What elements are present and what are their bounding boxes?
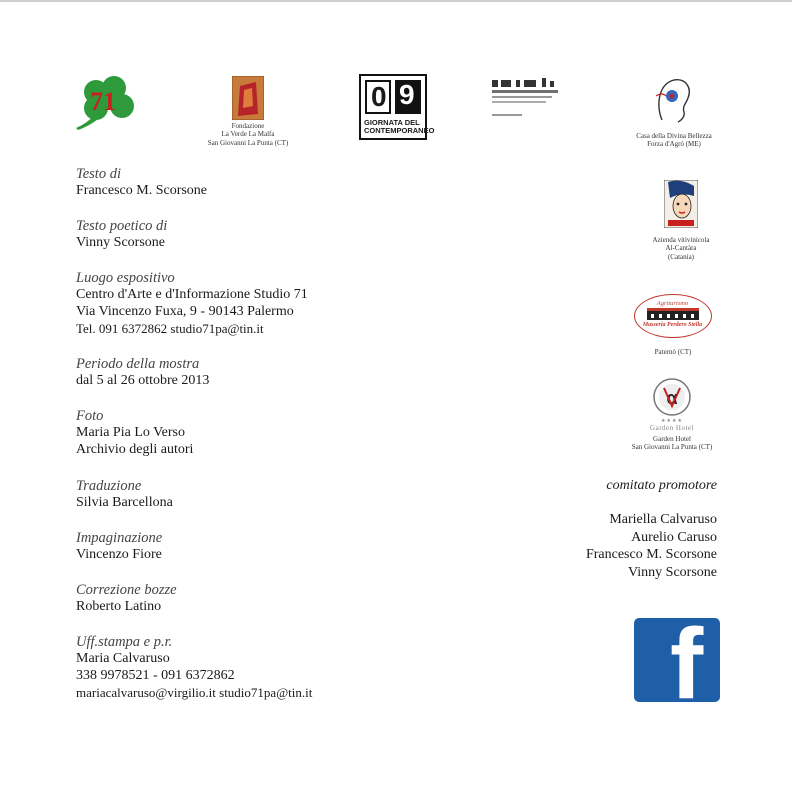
credit-label: Testo di — [76, 166, 121, 182]
fondazione-caption-line: San Giovanni La Punta (CT) — [207, 138, 289, 147]
credit-block — [76, 356, 209, 389]
credit-block — [76, 478, 173, 511]
giornata-digit: 0 — [371, 81, 387, 112]
committee-title: comitato promotore — [606, 478, 717, 493]
committee-member: Mariella Calvaruso — [609, 512, 717, 527]
committee-member: Vinny Scorsone — [628, 564, 717, 580]
woman-portrait-icon — [664, 180, 698, 228]
divina-bellezza-caption — [626, 132, 722, 149]
svg-text:α: α — [666, 388, 678, 408]
credit-line: dal 5 al 26 ottobre 2013 — [76, 373, 210, 388]
sponsor-wordmark-icon — [490, 76, 560, 120]
giornata-digit: 9 — [399, 79, 415, 110]
credit-line: Vincenzo Fiore — [76, 547, 162, 562]
fondazione-artwork-icon — [232, 76, 264, 120]
credit-block — [76, 634, 312, 701]
fondazione-caption-line: La Verde La Malfa — [221, 130, 275, 139]
illegible-sponsor-logo — [490, 76, 560, 120]
committee-member: Aurelio Caruso — [631, 529, 717, 545]
giornata-caption — [364, 118, 435, 135]
masseria-badge-top: Agriturismo — [656, 300, 689, 307]
alcantara-caption — [626, 236, 736, 261]
credit-line: Francesco M. Scorsone — [76, 183, 208, 198]
fondazione-caption — [200, 122, 296, 147]
alcantara-caption-line: (Catania) — [667, 252, 695, 261]
studio71-number: 71 — [90, 87, 116, 116]
alcantara-caption-line: Al-Cantàra — [665, 244, 697, 253]
credit-block — [76, 166, 207, 199]
credit-label: Periodo della mostra — [76, 356, 200, 372]
farmhouse-icon — [647, 308, 699, 320]
garden-caption — [620, 435, 724, 452]
masseria-badge-bottom: Masseria Perdero Stella — [642, 322, 703, 328]
giornata-digit-box — [365, 80, 391, 114]
divina-caption-line: Casa della Divina Bellezza — [636, 132, 712, 140]
credit-label: Testo poetico di — [76, 218, 168, 234]
alcantara-caption-line: Azienda vitivinicola — [652, 236, 710, 244]
credit-label: Impaginazione — [76, 530, 163, 546]
divina-caption-line: Forza d'Agrò (ME) — [647, 140, 701, 149]
committee-member: Francesco M. Scorsone — [585, 547, 717, 562]
garden-hotel-emblem-icon — [653, 378, 691, 416]
credit-label: Foto — [76, 408, 104, 424]
credit-block — [76, 530, 162, 563]
credit-line: Maria Calvaruso — [76, 651, 170, 666]
giornata-caption-line: GIORNATA DEL — [364, 118, 420, 127]
face-profile-icon — [652, 76, 698, 124]
masseria-caption — [626, 348, 720, 356]
facebook-letter: f — [670, 618, 704, 702]
credit-label: Luogo espositivo — [76, 270, 175, 286]
credit-block — [76, 270, 308, 337]
credit-line: Vinny Scorsone — [76, 235, 165, 250]
giornata-contemporaneo-logo — [359, 74, 435, 140]
credit-line: Via Vincenzo Fuxa, 9 - 90143 Palermo — [76, 304, 294, 319]
giornata-caption-line: CONTEMPORANEO — [364, 126, 435, 135]
masseria-caption-line: Paternò (CT) — [654, 348, 692, 356]
garden-caption-line: Garden Hotel — [653, 435, 691, 443]
studio71-logo — [74, 74, 140, 132]
credit-block — [76, 582, 177, 615]
credit-label: Traduzione — [76, 478, 142, 494]
committee-section — [586, 478, 717, 581]
credit-block — [76, 408, 193, 458]
garden-stars: ★★★★ — [661, 419, 683, 424]
credit-line: Tel. 091 6372862 studio71pa@tin.it — [76, 321, 264, 336]
credit-line: mariacalvaruso@virgilio.it studio71pa@tin.it — [76, 685, 313, 700]
garden-brand: Garden Hotel — [650, 424, 694, 432]
credit-line: Roberto Latino — [76, 599, 162, 614]
facebook-icon[interactable] — [634, 618, 720, 702]
credit-label: Uff.stampa e p.r. — [76, 634, 173, 650]
giornata-digit-box — [395, 80, 421, 114]
credit-label: Correzione bozze — [76, 582, 177, 598]
credit-line: Silvia Barcellona — [76, 495, 173, 510]
credit-block — [76, 218, 167, 251]
top-rule — [0, 0, 792, 2]
credit-line: Archivio degli autori — [76, 442, 194, 457]
garden-caption-line: San Giovanni La Punta (CT) — [631, 443, 713, 452]
credit-line: 338 9978521 - 091 6372862 — [76, 668, 235, 683]
masseria-badge — [634, 294, 712, 338]
credit-line: Centro d'Arte e d'Informazione Studio 71 — [76, 287, 308, 302]
fondazione-caption-line: Fondazione — [231, 122, 265, 130]
credit-line: Maria Pia Lo Verso — [76, 425, 185, 440]
